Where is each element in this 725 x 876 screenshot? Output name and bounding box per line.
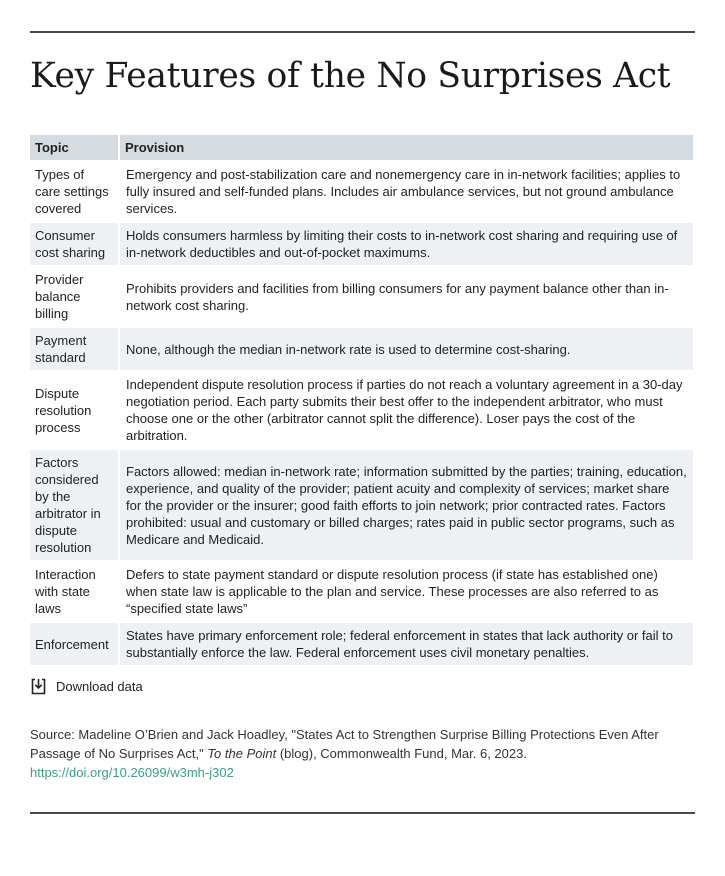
- provision-cell: Defers to state payment standard or dispute resolution process (if state has established one) when state law is applicable to the plan and service. These processes are also referred to as “specified state laws”: [120, 560, 693, 621]
- topic-cell: Provider balance billing: [30, 265, 120, 326]
- bottom-divider: [30, 812, 695, 814]
- source-note: [30, 725, 695, 782]
- features-table: [30, 135, 693, 665]
- provision-cell: Emergency and post-stabilization care and nonemergency care in in-network facilities; applies to fully insured and self-funded plans. Includes air ambulance services, but not ground ambulance services.: [120, 160, 693, 221]
- topic-cell: Consumer cost sharing: [30, 221, 120, 265]
- topic-cell: Types of care settings covered: [30, 160, 120, 221]
- provision-cell: States have primary enforcement role; federal enforcement in states that lack authority or fail to substantially enforce the law. Federal enforcement uses civil monetary penalties.: [120, 621, 693, 665]
- table-row: [30, 621, 693, 665]
- provision-cell: Independent dispute resolution process if parties do not reach a voluntary agreement in a 30-day negotiation period. Each party submits their best offer to the independent arbitrator, who must choose one or the other (arbitrator cannot split the difference). Loser pays the cost of the arbitration.: [120, 370, 693, 448]
- download-data-button[interactable]: [30, 676, 143, 696]
- topic-cell: Dispute resolution process: [30, 370, 120, 448]
- topic-cell: Payment standard: [30, 326, 120, 370]
- table-row: [30, 160, 693, 221]
- table-row: [30, 370, 693, 448]
- table-row: [30, 448, 693, 560]
- provision-cell: Prohibits providers and facilities from billing consumers for any payment balance other than in-network cost sharing.: [120, 265, 693, 326]
- source-doi-link[interactable]: https://doi.org/10.26099/w3mh-j302: [30, 765, 234, 780]
- table-header-row: [30, 135, 693, 160]
- topic-cell: Enforcement: [30, 621, 120, 665]
- column-header-topic: Topic: [30, 135, 120, 160]
- provision-cell: Factors allowed: median in-network rate; information submitted by the parties; training, education, experience, and quality of the provider; patient acuity and complexity of services; market share for the provider or the insurer; good faith efforts to join network; prior contracted rates. Factors prohibited: usual and customary or billed charges; rates paid in public sector programs, such as Medicare and Medicaid.: [120, 448, 693, 560]
- source-publication: To the Point: [207, 746, 277, 761]
- top-divider: [30, 31, 695, 33]
- topic-cell: Interaction with state laws: [30, 560, 120, 621]
- provision-cell: None, although the median in-network rate is used to determine cost-sharing.: [120, 326, 693, 370]
- table-row: [30, 560, 693, 621]
- source-text-end: (blog), Commonwealth Fund, Mar. 6, 2023.: [276, 746, 527, 761]
- column-header-provision: Provision: [120, 135, 693, 160]
- provision-cell: Holds consumers harmless by limiting their costs to in-network cost sharing and requiring use of in-network deductibles and out-of-pocket maximums.: [120, 221, 693, 265]
- table-row: [30, 265, 693, 326]
- download-icon: [30, 678, 47, 695]
- topic-cell: Factors considered by the arbitrator in dispute resolution: [30, 448, 120, 560]
- page-title: Key Features of the No Surprises Act: [30, 56, 671, 96]
- table-row: [30, 221, 693, 265]
- source-text: Source: Madeline O’Brien and Jack Hoadley, "States Act to Strengthen Surprise Billing Protections Even After Passage of No Surprises Act,": [30, 727, 659, 761]
- download-data-label: Download data: [56, 678, 143, 694]
- table-row: [30, 326, 693, 370]
